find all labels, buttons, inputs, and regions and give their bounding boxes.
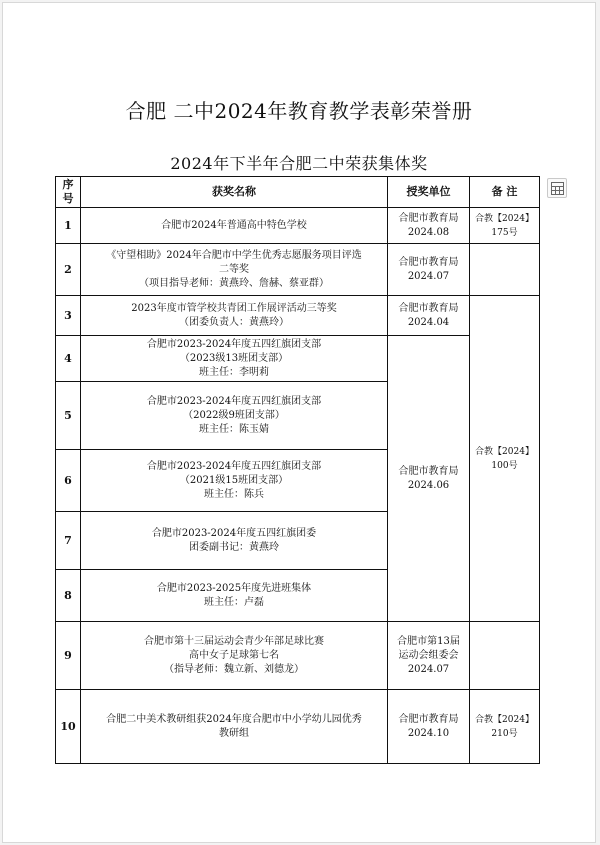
award-name-line: 教研组 — [219, 727, 249, 739]
award-name — [81, 570, 388, 622]
header-awarding-unit: 授奖单位 — [388, 177, 470, 208]
award-name-line: （项目指导老师：黄燕玲、詹赫、蔡亚群） — [139, 277, 329, 289]
row-number: 6 — [56, 450, 81, 512]
awarding-unit — [388, 244, 470, 296]
table-row — [56, 690, 540, 764]
table-grid-glyph — [551, 182, 564, 195]
award-name-line: （2021级15班团支部） — [179, 474, 289, 486]
award-name-line: 合肥二中美术教研组获2024年度合肥市中小学幼儿园优秀 — [106, 713, 362, 725]
award-name — [81, 690, 388, 764]
award-name-line: 班主任：卢磊 — [204, 596, 264, 608]
remark-line: 合教【2024】 — [475, 213, 534, 224]
award-name-line: 合肥市2023-2025年度先进班集体 — [156, 582, 312, 594]
unit-line: 合肥市教育局 — [398, 212, 459, 224]
row-number: 7 — [56, 512, 81, 570]
table-header-row — [56, 177, 540, 208]
award-name-line: 班主任：李明莉 — [199, 366, 269, 378]
award-name-line: 团委副书记：黄燕玲 — [189, 541, 279, 553]
row-number: 3 — [56, 296, 81, 336]
award-name — [81, 336, 388, 382]
award-name — [81, 208, 388, 244]
award-name-line: 高中女子足球第七名 — [189, 649, 279, 661]
header-remarks: 备 注 — [470, 177, 540, 208]
unit-date: 2024.10 — [407, 727, 450, 739]
awards-table — [55, 176, 540, 764]
remarks-merged — [470, 296, 540, 622]
unit-line: 合肥市第13届 — [397, 635, 460, 647]
unit-line: 合肥市教育局 — [398, 256, 459, 268]
unit-line: 合肥市教育局 — [398, 465, 459, 477]
award-name — [81, 382, 388, 450]
remarks — [470, 690, 540, 764]
table-row — [56, 208, 540, 244]
award-name-line: （指导老师：魏立新、刘德龙） — [164, 663, 304, 675]
row-number: 2 — [56, 244, 81, 296]
remarks — [470, 208, 540, 244]
award-name-line: 班主任：陈兵 — [204, 488, 264, 500]
unit-line: 运动会组委会 — [398, 649, 459, 661]
award-name — [81, 244, 388, 296]
row-number: 4 — [56, 336, 81, 382]
unit-date: 2024.07 — [407, 663, 450, 675]
award-name-line: 合肥市2023-2024年度五四红旗团委 — [151, 527, 317, 539]
unit-line: 合肥市教育局 — [398, 302, 459, 314]
award-name-line: （2023级13班团支部） — [179, 352, 289, 364]
award-name-line: 合肥市2023-2024年度五四红旗团支部 — [146, 460, 322, 472]
table-row — [56, 296, 540, 336]
row-number: 10 — [56, 690, 81, 764]
awarding-unit-merged — [388, 336, 470, 622]
row-number: 1 — [56, 208, 81, 244]
remark-line: 合教【2024】 — [475, 714, 534, 725]
remarks — [470, 622, 540, 690]
table-row — [56, 622, 540, 690]
header-award-name: 获奖名称 — [81, 177, 388, 208]
award-name-line: 《守望相助》2024年合肥市中学生优秀志愿服务项目评选 — [106, 249, 362, 261]
award-name-line: （2022级9班团支部） — [183, 409, 285, 421]
award-name — [81, 450, 388, 512]
remarks — [470, 244, 540, 296]
award-name — [81, 622, 388, 690]
award-name-line: 合肥市2024年普通高中特色学校 — [161, 219, 307, 231]
remark-line: 合教【2024】 — [475, 446, 534, 457]
award-name-line: 合肥市2023-2024年度五四红旗团支部 — [146, 395, 322, 407]
document-title: 合肥 二中2024年教育教学表彰荣誉册 — [125, 99, 473, 123]
remark-line: 175号 — [491, 227, 518, 238]
table-row — [56, 244, 540, 296]
award-name-line: 合肥市2023-2024年度五四红旗团支部 — [146, 338, 322, 350]
unit-date: 2024.08 — [407, 226, 450, 238]
award-name-line: 二等奖 — [219, 263, 249, 275]
unit-date: 2024.06 — [407, 479, 450, 491]
award-name-line: 合肥市第十三届运动会青少年部足球比赛 — [144, 635, 324, 647]
awarding-unit — [388, 208, 470, 244]
row-number: 9 — [56, 622, 81, 690]
document-subtitle: 2024年下半年合肥二中荣获集体奖 — [170, 154, 428, 173]
unit-line: 合肥市教育局 — [398, 713, 459, 725]
header-number: 序号 — [56, 177, 81, 208]
row-number: 8 — [56, 570, 81, 622]
awarding-unit — [388, 296, 470, 336]
award-name — [81, 296, 388, 336]
table-row — [56, 336, 540, 382]
table-icon[interactable] — [547, 178, 567, 198]
award-name-line: 班主任：陈玉婧 — [199, 423, 269, 435]
awarding-unit — [388, 690, 470, 764]
unit-date: 2024.07 — [407, 270, 450, 282]
awarding-unit — [388, 622, 470, 690]
unit-date: 2024.04 — [407, 316, 450, 328]
remark-line: 210号 — [491, 728, 518, 739]
award-name — [81, 512, 388, 570]
award-name-line: 2023年度市管学校共青团工作展评活动三等奖 — [131, 302, 337, 314]
row-number: 5 — [56, 382, 81, 450]
award-name-line: （团委负责人：黄燕玲） — [179, 316, 289, 328]
remark-line: 100号 — [491, 460, 518, 471]
